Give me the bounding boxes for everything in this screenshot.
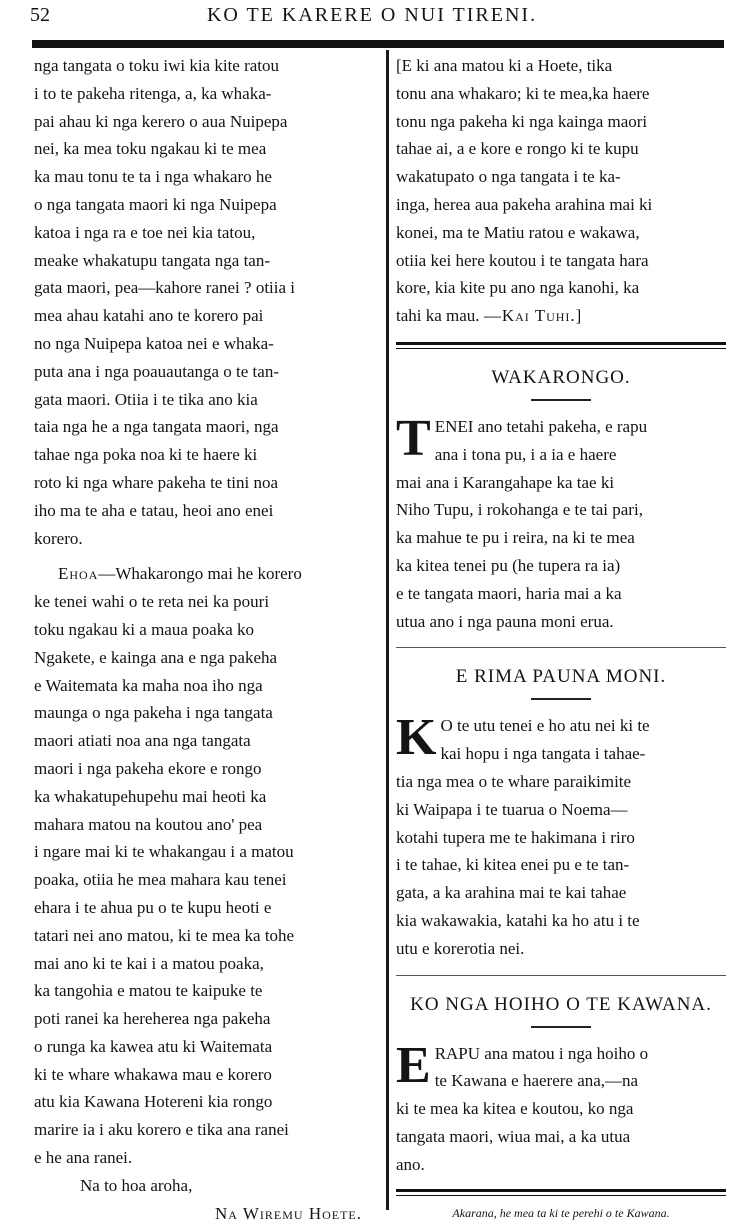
- right-column: [396, 52, 726, 1221]
- page-number: 52: [30, 4, 50, 26]
- header-rule: [32, 40, 724, 48]
- notice-body: RAPU ana matou i nga hoiho o te Kawana e haerere ana,—na ki te mea ka kitea e koutou, ko nga tangata maori, wiua mai, a ka utua ano.: [396, 1043, 649, 1174]
- title-underline: [531, 698, 591, 700]
- notice-body: ENEI ano tetahi pakeha, e rapu ana i tona pu, i a ia e haere mai ana i Karangahape ka tae ki Niho Tupu, i rokohanga e te tai pari, ka mahue te pu i reira, na ki te mea ka kitea tenei pu (he tupera ra ia) e te tangata maori, haria mai a ka utua ano i nga pauna moni erua.: [396, 416, 648, 631]
- editor-signature: —Kai Tuhi.]: [483, 306, 583, 326]
- letter-paragraph-2-body: —Whakarongo mai he korero ke tenei wahi o te reta nei ka pouri toku ngakau ki a maua poaka ko Ngakete, e kainga ana e nga pakeha e Waitemata ka maha noa iho nga maunga o nga pakeha i nga tangata maori atiati noa ana nga tangata maori i nga pakeha ekore e rongo ka whakatupehupehu mai heoti ka mahara matou na koutou ano' pea i ngare mai ki te whakangau i a matou poaka, otiia he mea mahara kau tenei ehara i te ahua pu o te kupu heoti e tatari nei ano matou, ki te mea ka tohe mai ano ki te kai i a matou poaka, ka tangohia e matou te kaipuke te poti ranei ka hereherea nga pakeha o runga ka kawea atu ki Waitemata ki te whare whakawa mau e korero atu kia Kawana Hotereni kia rongo marire ia i aku korero e tika ana ranei e he ana ranei.: [34, 564, 302, 1168]
- left-column: [34, 52, 372, 1227]
- letter-closing: Na to hoa aroha,: [80, 1175, 193, 1195]
- letter-paragraph-1: nga tangata o toku iwi kia kite ratou i to te pakeha ritenga, a, ka whaka- pai ahau ki nga kerero o aua Nuipepa nei, ka mea toku ngakau ki te mea ka mau tonu te ta i nga whakaro he o nga tangata maori ki nga Nuipepa katoa i nga ra e toe nei kia tatou, meake whakatupu tangata nga tan- gata maori, pea—kahore ranei ? otiia i mea ahau katahi ano te korero pai no nga Nuipepa katoa nei e whaka- puta ana i nga poauautanga o te tan- gata maori. Otiia i te tika ano kia taia nga he a nga tangata maori, nga tahae nga poka noa ki te haere ki roto ki nga whare pakeha te tini noa iho ma te aha e tatau, heoi ano enei korero.: [34, 56, 296, 548]
- column-divider: [386, 50, 389, 1210]
- running-head-title: KO TE KARERE O NUI TIRENI.: [206, 4, 538, 26]
- section-rule: [396, 975, 726, 976]
- drop-cap: E: [396, 1036, 431, 1094]
- title-underline: [531, 1026, 591, 1028]
- editor-note-body: [E ki ana matou ki a Hoete, tika tonu ana whakaro; ki te mea,ka haere tonu nga pakeha ki nga kainga maori tahae ai, a e kore e rongo ki te kupu wakatupato o nga tangata i te ka- inga, herea aua pakeha arahina mai ki konei, ma te Matiu ratou e wakawa, otiia kei here koutou i te tangata hara kore, kia kite pu ano nga kanohi, ka tahi ka mau.: [396, 56, 653, 326]
- notice-horses: [396, 1036, 726, 1179]
- notice-reward: [396, 709, 726, 962]
- title-underline: [531, 399, 591, 401]
- section-title-horses: KO NGA HOIHO O TE KAWANA.: [410, 993, 712, 1015]
- section-rule-double: [396, 342, 726, 349]
- drop-cap: T: [396, 409, 431, 467]
- letter-salutation: Ehoa: [58, 564, 99, 584]
- drop-cap: K: [396, 709, 437, 767]
- notice-wakarongo: [396, 409, 726, 635]
- editor-note: [396, 52, 726, 330]
- notice-body: O te utu tenei e ho atu nei ki te kai hopu i nga tangata i tahae- tia nga mea o te whare paraikimite ki Waipapa i te tuarua o Noema— kotahi tupera me te hakimana i riro i te tahae, ki kitea enei pu e te tan- gata, a ka arahina mai te kai tahae kia wakawakia, katahi ka ho atu i te utu e korerotia nei.: [396, 716, 650, 958]
- section-title-wakarongo: WAKARONGO.: [491, 366, 631, 388]
- printer-imprint: Akarana, he mea ta ki te perehi o te Kawana.: [452, 1205, 670, 1220]
- footer-rule: [396, 1189, 726, 1196]
- letter-signature: Na Wiremu Hoete.: [214, 1203, 362, 1223]
- letter-paragraph-2: [34, 560, 372, 1172]
- section-rule: [396, 647, 726, 648]
- section-title-reward: E RIMA PAUNA MONI.: [455, 666, 667, 688]
